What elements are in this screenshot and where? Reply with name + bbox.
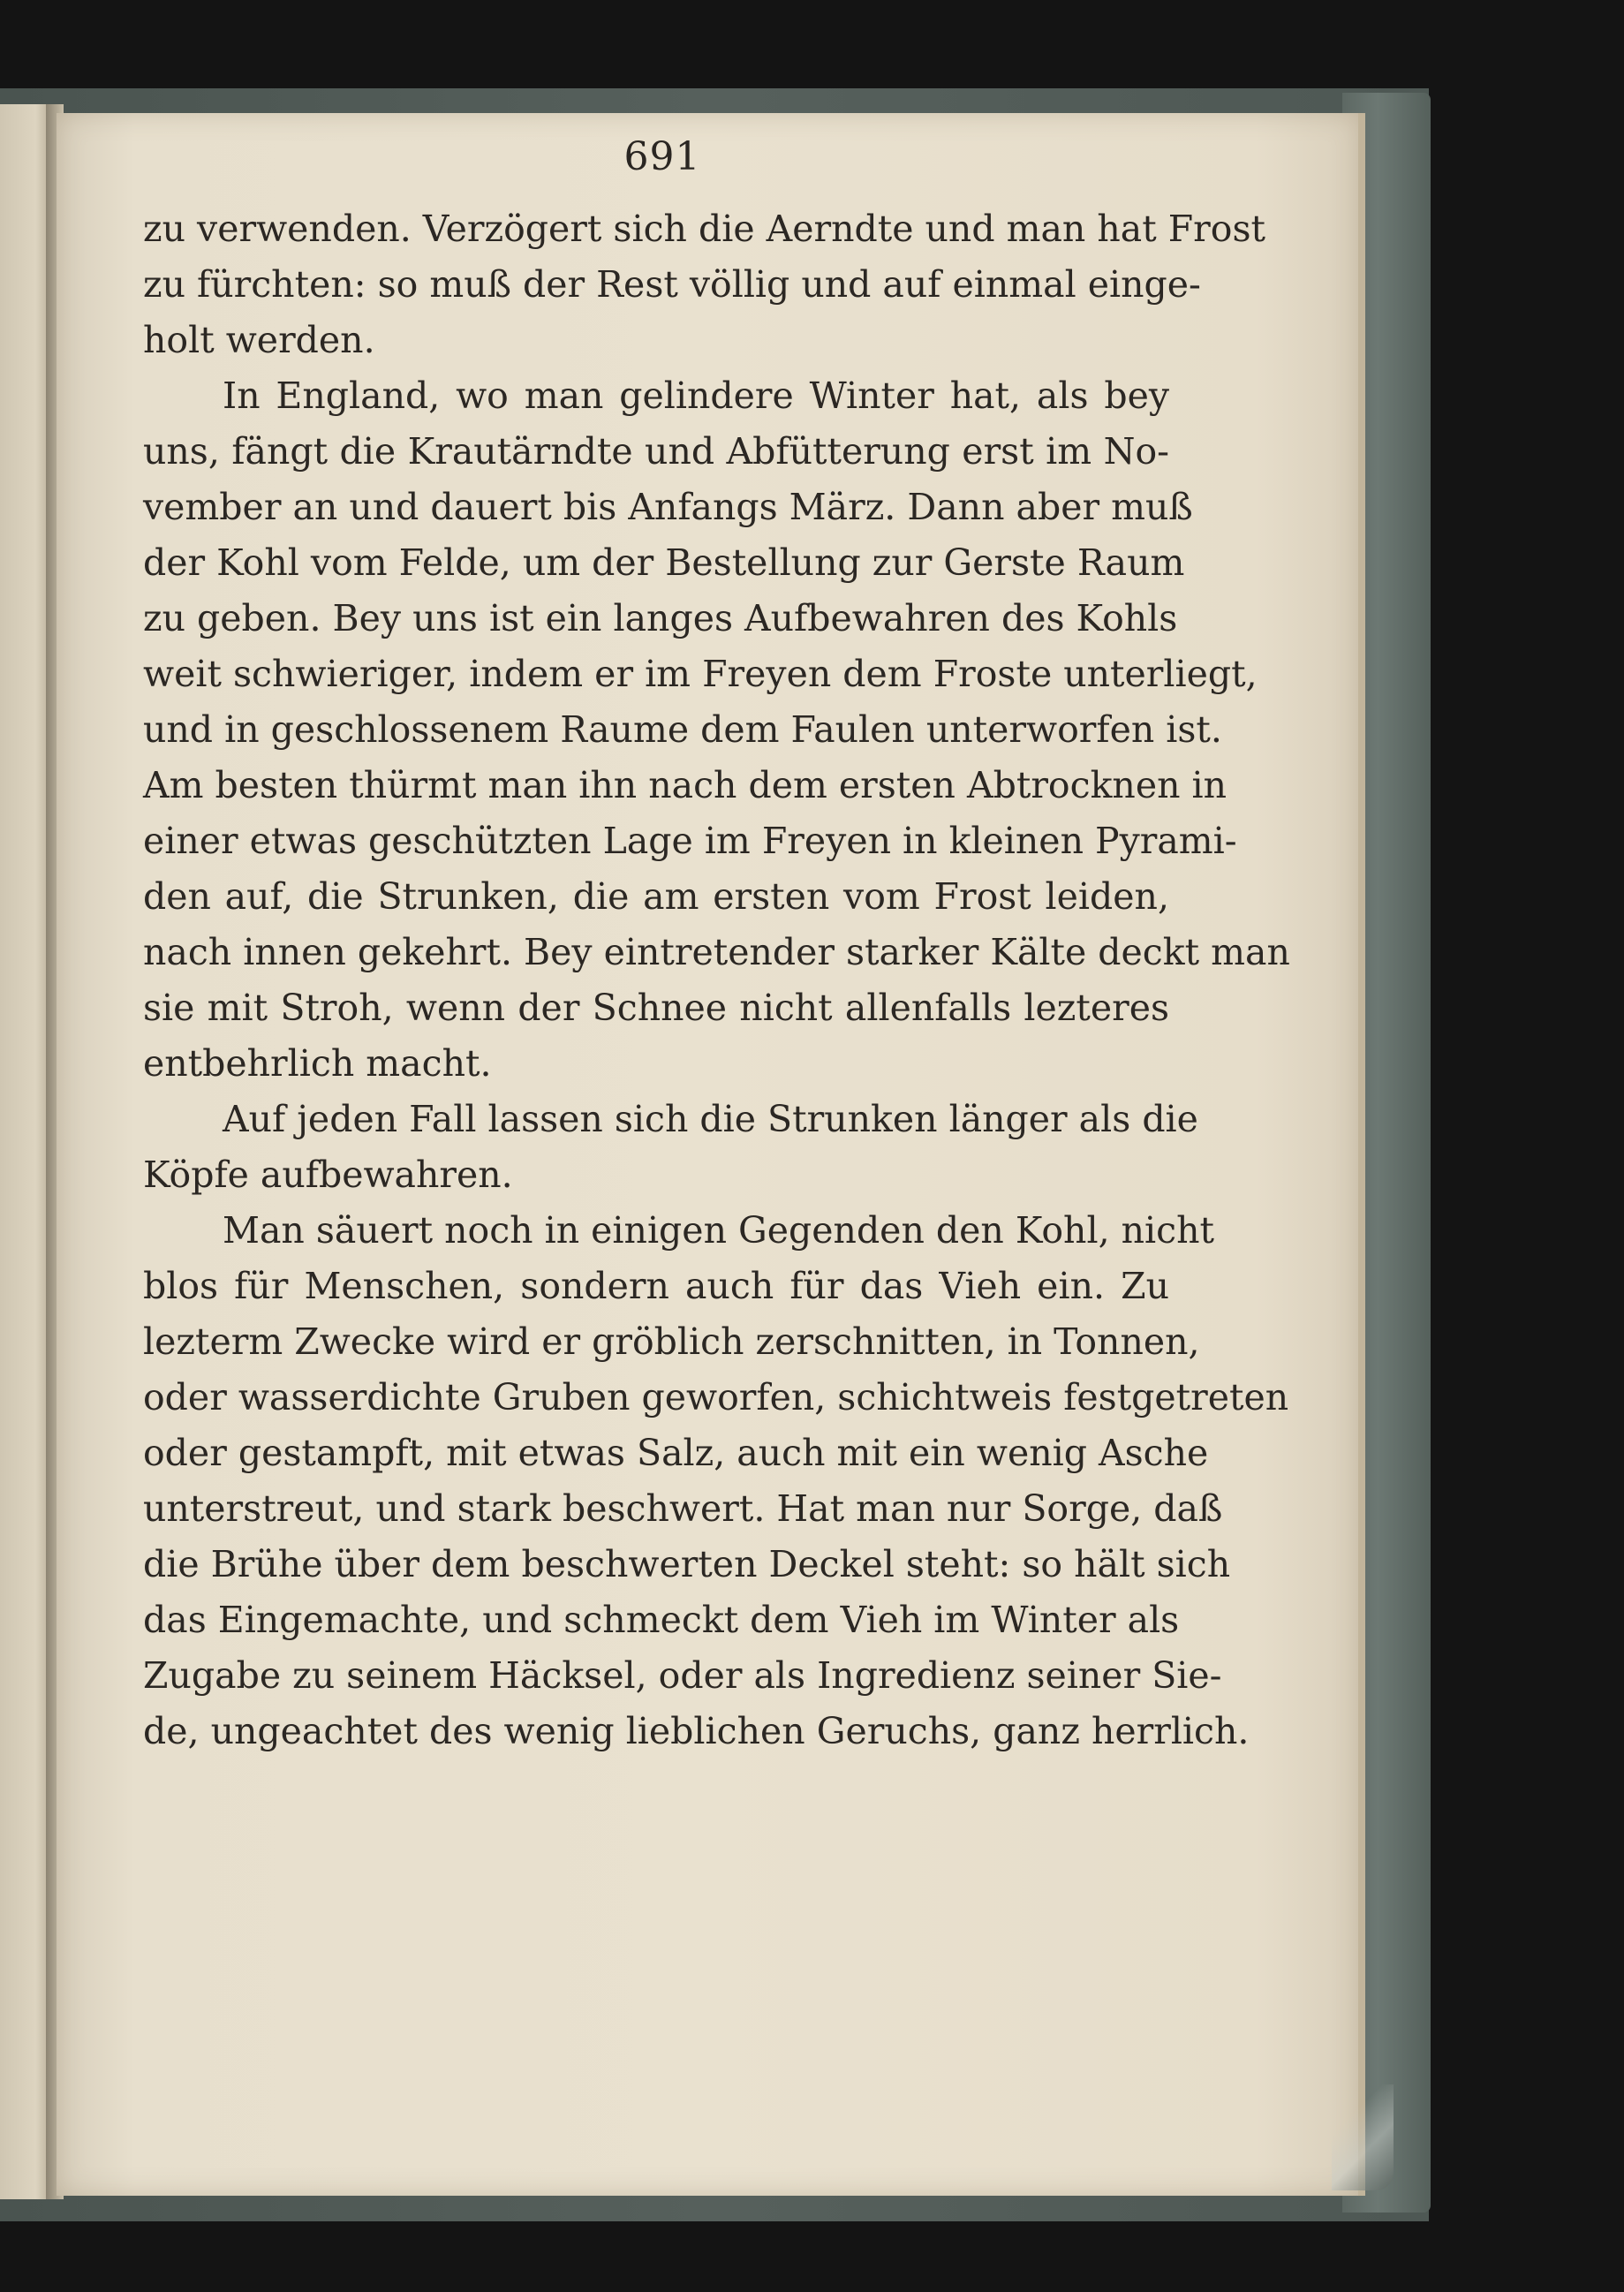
text-line: Man säuert noch in einigen Gegenden den Kohl, nicht (223, 1209, 1214, 1252)
text-line: lezterm Zwecke wird er gröblich zerschnitten, in Tonnen, (143, 1320, 1200, 1363)
page-edge (1358, 113, 1365, 2196)
text-line: weit schwieriger, indem er im Freyen dem Froste unterliegt, (143, 653, 1258, 695)
text-line: In England, wo man gelindere Winter hat, als bey (223, 374, 1169, 417)
text-line: sie mit Stroh, wenn der Schnee nicht allenfalls lezteres (143, 987, 1169, 1029)
text-line: einer etwas geschützten Lage im Freyen in kleinen Pyrami- (143, 820, 1237, 862)
text-line: unterstreut, und stark beschwert. Hat man nur Sorge, daß (143, 1487, 1223, 1530)
text-line: nach innen gekehrt. Bey eintretender starker Kälte deckt man (143, 931, 1290, 973)
text-line: die Brühe über dem beschwerten Deckel steht: so hält sich (143, 1543, 1231, 1585)
text-line: vember an und dauert bis Anfangs März. Dann aber muß (143, 486, 1193, 528)
worn-corner (1332, 2084, 1394, 2190)
text-line: zu geben. Bey uns ist ein langes Aufbewahren des Kohls (143, 597, 1178, 639)
text-line: Zugabe zu seinem Häcksel, oder als Ingredienz seiner Sie- (143, 1654, 1222, 1697)
text-line: oder wasserdichte Gruben geworfen, schichtweis festgetreten (143, 1376, 1289, 1418)
text-line: Am besten thürmt man ihn nach dem ersten Abtrocknen in (143, 764, 1227, 806)
text-line: den auf, die Strunken, die am ersten vom Frost leiden, (143, 875, 1169, 918)
text-line: Köpfe aufbewahren. (143, 1154, 513, 1196)
facing-page-edge (0, 104, 51, 2199)
text-line: de, ungeachtet des wenig lieblichen Geruchs, ganz herrlich. (143, 1710, 1250, 1752)
body-text (143, 201, 1290, 1759)
text-line: oder gestampft, mit etwas Salz, auch mit ein wenig Asche (143, 1432, 1209, 1474)
text-line: Auf jeden Fall lassen sich die Strunken länger als die (223, 1098, 1198, 1140)
page-number: 691 (623, 134, 701, 179)
text-line: und in geschlossenem Raume dem Faulen unterworfen ist. (143, 708, 1222, 751)
text-line: blos für Menschen, sondern auch für das Vieh ein. Zu (143, 1265, 1169, 1307)
text-line: das Eingemachte, und schmeckt dem Vieh im Winter als (143, 1599, 1180, 1641)
text-line: zu verwenden. Verzögert sich die Aerndte und man hat Frost (143, 208, 1265, 250)
text-line: der Kohl vom Felde, um der Bestellung zur Gerste Raum (143, 541, 1185, 584)
text-line: zu fürchten: so muß der Rest völlig und auf einmal einge- (143, 263, 1201, 306)
text-line: uns, fängt die Krautärndte und Abfütterung erst im No- (143, 430, 1169, 473)
text-line: entbehrlich macht. (143, 1042, 492, 1085)
text-line: holt werden. (143, 319, 375, 361)
